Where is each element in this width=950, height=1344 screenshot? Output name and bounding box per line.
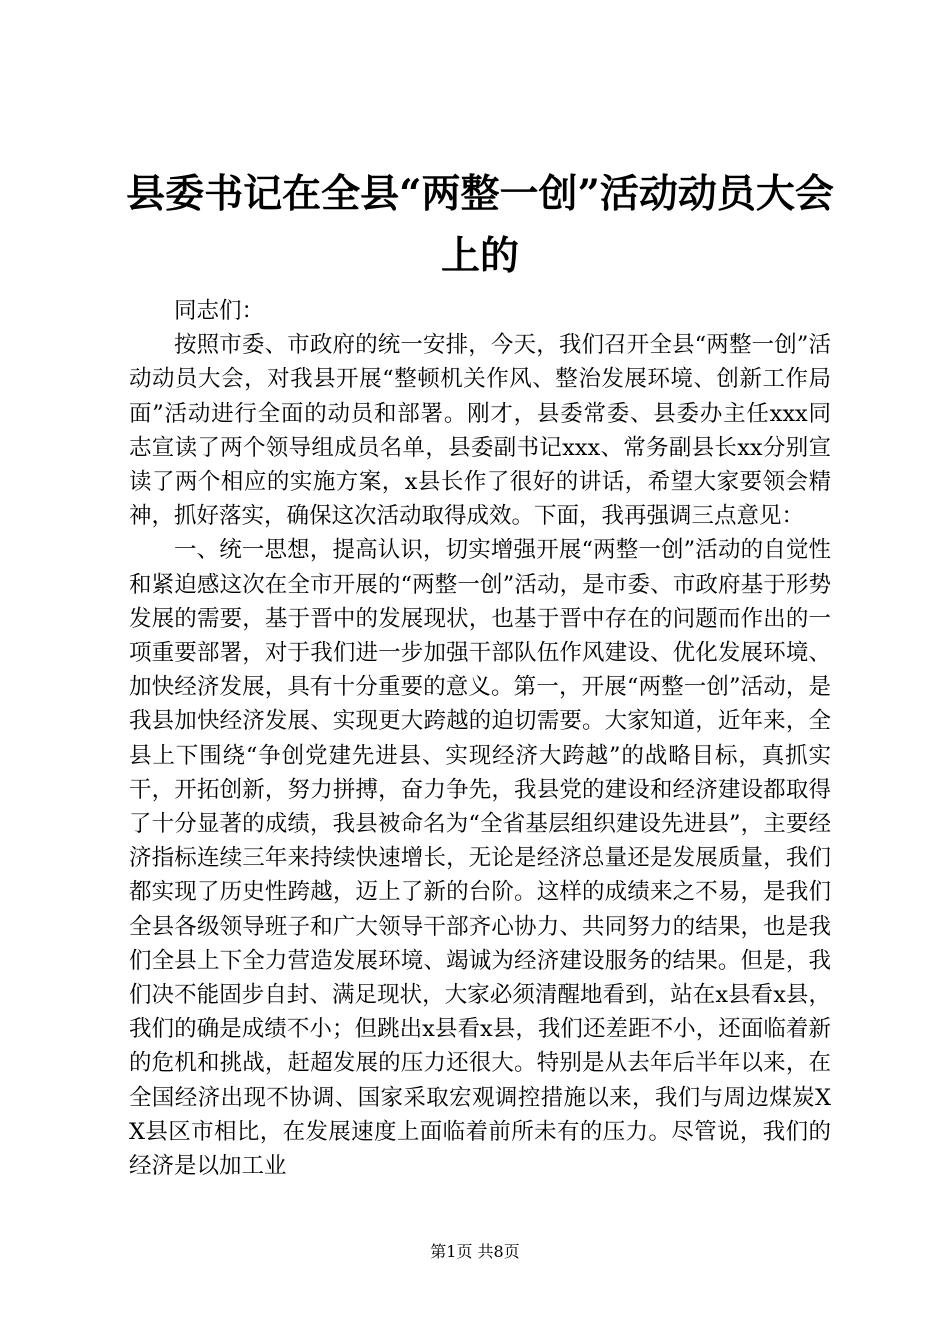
- section-one-paragraph: 一、统一思想，提高认识，切实增强开展“两整一创”活动的自觉性和紧迫感这次在全市开展的“两整一创”活动，是市委、市政府基于形势发展的需要，基于晋中的发展现状，也基于晋中存在的问题而作出的一项重要部署，对于我们进一步加强干部队伍作风建设、优化发展环境、加快经济发展，具有十分重要的意义。第一，开展“两整一创”活动，是我县加快经济发展、实现更大跨越的迫切需要。大家知道，近年来，全县上下围绕“争创党建先进县、实现经济大跨越”的战略目标，真抓实干，开拓创新，努力拼搏，奋力争先，我县党的建设和经济建设都取得了十分显著的成绩，我县被命名为“全省基层组织建设先进县”，主要经济指标连续三年来持续快速增长，无论是经济总量还是发展质量，我们都实现了历史性跨越，迈上了新的台阶。这样的成绩来之不易，是我们全县各级领导班子和广大领导干部齐心协力、共同努力的结果，也是我们全县上下全力营造发展环境、竭诚为经济建设服务的结果。但是，我们决不能固步自封、满足现状，大家必须清醒地看到，站在x县看x县，我们的确是成绩不小；但跳出x县看x县，我们还差距不小，还面临着新的危机和挑战，赶超发展的压力还很大。特别是从去年后半年以来，在全国经济出现不协调、国家采取宏观调控措施以来，我们与周边煤炭XX县区市相比，在发展速度上面临着前所未有的压力。尽管说，我们的经济是以加工业: [129, 537, 831, 1180]
- document-title: 县委书记在全县“两整一创”活动动员大会上的: [126, 171, 834, 279]
- salutation-paragraph: 同志们：: [174, 298, 265, 324]
- document-body: [129, 294, 831, 1183]
- intro-paragraph: 按照市委、市政府的统一安排，今天，我们召开全县“两整一创”活动动员大会，对我县开展“整顿机关作风、整治发展环境、创新工作局面”活动进行全面的动员和部署。刚才，县委常委、县委办主任xxx同志宣读了两个领导组成员名单，县委副书记xxx、常务副县长xx分别宣读了两个相应的实施方案，x县长作了很好的讲话，希望大家要领会精神，抓好落实，确保这次活动取得成效。下面，我再强调三点意见：: [129, 332, 831, 530]
- page-number-footer: 第1页 共8页: [430, 1242, 520, 1261]
